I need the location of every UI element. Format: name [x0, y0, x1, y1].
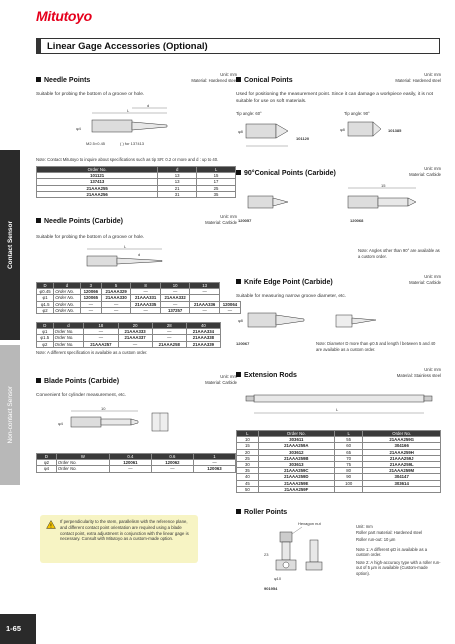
dim-label: φ4 — [76, 126, 81, 131]
section-desc: Suitable for probing the bottom of a groove or hole. — [36, 92, 145, 97]
needle-points-note: Note: Contact Mitutoyo to inquire about specifications such as tip SR: 0.2 or more and d : up to 40. — [36, 157, 219, 162]
table-cell: 17 — [197, 179, 236, 185]
table-cell: φ2 — [37, 460, 57, 466]
table-cell: 21AAA259J — [363, 455, 441, 461]
side-tab-label: Non-contact Sensor — [6, 386, 14, 444]
unit-label — [205, 374, 237, 385]
table-cell: 45 — [237, 480, 259, 486]
roller-point-drawing — [262, 520, 362, 595]
table-cell: — — [152, 329, 186, 335]
page-number: 1-65 — [6, 624, 22, 633]
table-cell: — — [109, 466, 151, 472]
table-header: 20 — [118, 323, 152, 329]
dim-label: φ8 — [238, 318, 243, 323]
table-cell: — — [101, 301, 131, 307]
table-header: 0.4 — [109, 454, 151, 460]
table-cell: — — [80, 301, 101, 307]
material-text: Material: Stainless steel — [396, 372, 441, 378]
unit-label — [395, 72, 441, 83]
material-text: Material: Carbide — [205, 379, 237, 385]
blade-points-table — [36, 453, 236, 473]
table-header: d — [54, 283, 81, 289]
table-cell: φ1.5 — [37, 335, 54, 341]
unit-label — [191, 72, 237, 83]
unit-text: Unit: mm — [424, 72, 441, 77]
knife-edge-note: Note: Diameter D more than φ0.5 and length l between 5 and 40 are available as a custom order. — [316, 341, 436, 352]
section-title-conical-carbide: 90°Conical Points (Carbide) — [236, 170, 336, 177]
table-cell: — — [80, 307, 101, 313]
table-row — [37, 466, 236, 472]
table-row — [237, 486, 441, 492]
runout-text: Roller run-out: 10 µm — [356, 537, 396, 542]
table-cell: φ1 — [37, 329, 54, 335]
table-header: 10 — [160, 283, 190, 289]
table-cell: 21AAA338 — [186, 335, 220, 341]
unit-text: Unit: mm — [220, 214, 237, 219]
table-row — [37, 191, 236, 197]
table-cell: 21AAA330 — [101, 295, 131, 301]
table-cell: 303613 — [258, 462, 334, 468]
table-cell: 21AAA334 — [186, 329, 220, 335]
table-cell: 100 — [335, 480, 363, 486]
table-cell: 120061 — [109, 460, 151, 466]
table-header: W — [56, 454, 109, 460]
unit-label — [409, 274, 441, 285]
unit-text: Unit: mm — [356, 524, 373, 529]
table-cell: 303611 — [258, 437, 334, 443]
dim-label: d — [147, 103, 150, 108]
roller-note-1: Note 1: A different φD is available as a custom order. — [356, 546, 428, 557]
extension-rod-drawing — [236, 383, 441, 423]
table-cell: 15 — [237, 443, 259, 449]
table-cell: 90 — [335, 474, 363, 480]
order-number: 101385 — [388, 128, 402, 133]
table-cell: 21AAA259F — [258, 486, 334, 492]
order-number: 120068 — [350, 218, 364, 223]
table-cell: 21AAA331 — [131, 295, 161, 301]
table-header: 28 — [152, 323, 186, 329]
table-cell: 30 — [237, 462, 259, 468]
table-cell: φ2 — [37, 307, 54, 313]
table-cell: 60 — [335, 443, 363, 449]
order-number: 901954 — [264, 586, 278, 591]
table-cell: 120065 — [80, 295, 101, 301]
table-cell: 21AAA259L — [363, 462, 441, 468]
table-cell: 40 — [237, 474, 259, 480]
table-cell: 21AAA259A — [258, 443, 334, 449]
table-cell: — — [219, 307, 240, 313]
table-header: D — [37, 283, 54, 289]
table-header: 1 — [193, 454, 235, 460]
table-cell: 21AAA339 — [186, 341, 220, 347]
unit-text: Unit: mm — [424, 367, 441, 372]
table-cell: 55 — [335, 437, 363, 443]
dim-label: φ8 — [340, 127, 345, 132]
table-header: 0.6 — [151, 454, 193, 460]
table-cell: — — [160, 301, 190, 307]
extension-rods-table — [236, 430, 441, 493]
table-header: d — [158, 167, 197, 173]
table-header: 3 — [80, 283, 101, 289]
table-cell: 21AAA259M — [363, 468, 441, 474]
table-cell: 21AAA335 — [131, 301, 161, 307]
table-cell: 21AAA259B — [258, 455, 334, 461]
unit-label — [397, 367, 441, 378]
table-cell: 137413 — [37, 179, 158, 185]
table-header: 8 — [131, 283, 161, 289]
section-title-needle-points: Needle Points — [36, 77, 90, 84]
table-header: D — [37, 454, 57, 460]
table-cell: φ1.5 — [37, 301, 54, 307]
table-cell: 31 — [158, 191, 197, 197]
material-text: Roller part material: Hardened steel — [356, 529, 423, 535]
table-header: L — [335, 431, 363, 437]
section-title-roller-points: Roller Points — [236, 509, 287, 516]
table-cell: — — [84, 335, 118, 341]
table-cell: 120063 — [193, 466, 235, 472]
table-header: D — [37, 323, 54, 329]
table-cell: 21AAA257 — [84, 341, 118, 347]
tip-angle-label: Tip angle: 60° — [236, 111, 262, 116]
table-cell: 304147 — [363, 474, 441, 480]
table-cell: — — [190, 307, 220, 313]
table-cell: 21AAA256 — [37, 191, 158, 197]
table-cell: 304166 — [363, 443, 441, 449]
material-text: Material: Carbide — [205, 219, 237, 225]
dim-label: 15 — [381, 183, 386, 188]
needle-carbide-note: Note: A different specification is available as a custom order. — [36, 350, 148, 355]
table-row — [37, 335, 221, 341]
table-cell: — — [193, 460, 235, 466]
table-header: 13 — [190, 283, 220, 289]
table-cell: 21AAA259D — [258, 474, 334, 480]
section-title-extension-rods: Extension Rods — [236, 372, 297, 379]
tip-angle-label: Tip angle: 90° — [344, 111, 370, 116]
table-cell: 120066 — [80, 289, 101, 295]
table-row — [37, 341, 221, 347]
table-cell: 10 — [237, 437, 259, 443]
section-title-conical-points: Conical Points — [236, 77, 293, 84]
table-header: 18 — [84, 323, 118, 329]
right-column — [236, 0, 441, 644]
unit-text: Unit: mm — [220, 72, 237, 77]
table-cell: — — [131, 307, 161, 313]
section-title-knife-edge: Knife Edge Point (Carbide) — [236, 279, 333, 286]
needle-point-drawing — [72, 103, 202, 153]
table-cell: 70 — [335, 455, 363, 461]
table-cell: 80 — [335, 468, 363, 474]
section-desc: Convenient for cylinder measurement, etc. — [36, 393, 127, 398]
table-cell: 75 — [335, 462, 363, 468]
dim-label: φ10 — [274, 576, 282, 581]
table-cell: 15 — [197, 173, 236, 179]
table-cell: — — [152, 335, 186, 341]
table-cell: 21AAA329 — [101, 289, 131, 295]
roller-note-2: Note 2: A high-accuracy type with a roller run-out of 5 µm is available (Custom-made option). — [356, 559, 441, 576]
table-row — [37, 307, 241, 313]
table-cell: 50 — [237, 486, 259, 492]
table-cell: 21AAA332 — [160, 295, 190, 301]
table-cell: Order No. — [54, 307, 81, 313]
table-row — [37, 301, 241, 307]
dim-label: M2.5×0.45 — [86, 141, 106, 146]
side-tab-noncontact-sensor — [0, 345, 20, 485]
needle-points-table — [36, 166, 236, 198]
table-cell: 65 — [335, 449, 363, 455]
unit-text: Unit: mm — [424, 274, 441, 279]
unit-label — [409, 166, 441, 177]
table-cell: φ4 — [37, 466, 57, 472]
needle-carbide-table-2 — [36, 322, 221, 348]
conical-carbide-note: Note: Angles other than 90° are available as a custom order. — [358, 248, 440, 259]
table-cell: Order No. — [56, 460, 109, 466]
table-cell: φ0.45 — [37, 289, 54, 295]
table-cell: 21AAA259H — [363, 449, 441, 455]
table-cell: — — [84, 329, 118, 335]
table-cell: Order No. — [54, 301, 81, 307]
side-tab-contact-sensor — [0, 150, 20, 340]
dim-label: Hexagon nut — [298, 521, 321, 526]
unit-label — [205, 214, 237, 225]
table-header: L — [197, 167, 236, 173]
side-tab-label: Contact Sensor — [6, 220, 14, 270]
table-cell: — — [190, 289, 220, 295]
table-header: L — [237, 431, 259, 437]
table-cell: 25 — [237, 455, 259, 461]
dim-label: 10 — [101, 406, 106, 411]
table-cell: — — [101, 307, 131, 313]
table-cell: 35 — [237, 468, 259, 474]
section-desc: Used for positioning the measurement point. Since it can damage a workpiece easily, it is not suitable for use on soft materials. — [236, 92, 433, 104]
material-text: Material: Carbide — [409, 279, 441, 285]
table-cell: 13 — [158, 173, 197, 179]
brand-logo: Mitutoyo — [36, 8, 92, 24]
table-header: Order No. — [37, 167, 158, 173]
table-header: 5 — [101, 283, 131, 289]
dim-label: L — [127, 108, 130, 113]
table-cell: 21AAA259C — [258, 468, 334, 474]
table-cell: 20 — [237, 449, 259, 455]
dim-label: φ4 — [58, 421, 63, 426]
table-cell: — — [131, 289, 161, 295]
caution-text: If perpendicularity to the stem, parallelism with the reference plane, and different contact point orientation are required using a blade contact point, extra adjustment in conjunction with the linear gage is necessary. Consult with Mitutoyo as a custom-made option. — [60, 519, 189, 542]
table-cell: Order No. — [54, 295, 81, 301]
order-number: 120067 — [236, 341, 250, 346]
section-desc: Suitable for measuring narrow groove diameter, etc. — [236, 294, 347, 299]
table-cell: 303614 — [363, 480, 441, 486]
material-text: Material: Hardened steel — [191, 77, 237, 83]
table-cell: — — [118, 341, 152, 347]
svg-text:!: ! — [50, 523, 52, 529]
dim-label: d — [138, 252, 141, 257]
dim-label: L — [124, 244, 127, 249]
dim-label: ( ) for 137413 — [120, 141, 145, 146]
table-cell: 25 — [197, 185, 236, 191]
section-title-needle-points-carbide: Needle Points (Carbide) — [36, 218, 123, 225]
table-cell: 21AAA259E — [258, 480, 334, 486]
needle-carbide-drawing — [72, 246, 202, 276]
table-cell: Order No. — [53, 329, 84, 335]
conical-carbide-drawing — [236, 182, 441, 232]
table-cell: φ1 — [37, 295, 54, 301]
table-cell: 21AAA258 — [152, 341, 186, 347]
table-cell: Order No. — [56, 466, 109, 472]
table-row — [37, 329, 221, 335]
table-cell — [335, 486, 363, 492]
table-header: 40 — [186, 323, 220, 329]
material-text: Material: Carbide — [409, 171, 441, 177]
section-desc: Suitable for probing the bottom of a groove or hole. — [36, 235, 145, 240]
conical-points-drawing — [236, 118, 441, 153]
unit-text: Unit: mm — [424, 166, 441, 171]
dim-label: φ8 — [238, 129, 243, 134]
table-cell: 120062 — [151, 460, 193, 466]
table-cell: 21AAA255 — [37, 185, 158, 191]
table-cell: 137257 — [160, 307, 190, 313]
order-number: 101120 — [296, 136, 310, 141]
dim-label: L — [336, 407, 339, 412]
table-cell: 21 — [158, 185, 197, 191]
table-cell: φ2 — [37, 341, 54, 347]
warning-icon — [46, 520, 56, 529]
section-title-blade-points: Blade Points (Carbide) — [36, 378, 119, 385]
roller-points-specs — [356, 524, 441, 576]
page-number-box — [0, 614, 36, 644]
order-number: 120057 — [238, 218, 252, 223]
table-cell: 21AAA336 — [190, 301, 220, 307]
table-cell: 101121 — [37, 173, 158, 179]
table-header: d — [53, 323, 84, 329]
table-cell: Order No. — [53, 341, 84, 347]
dim-label: 23 — [264, 552, 269, 557]
table-cell: 120064 — [219, 301, 240, 307]
table-cell: — — [151, 466, 193, 472]
table-cell: 21AAA337 — [118, 335, 152, 341]
table-header: Order No. — [363, 431, 441, 437]
table-cell: Order No. — [54, 289, 81, 295]
page-title: Linear Gage Accessories (Optional) — [47, 41, 208, 52]
table-cell: 21AAA259G — [363, 437, 441, 443]
table-cell: 303612 — [258, 449, 334, 455]
table-cell — [363, 486, 441, 492]
blade-point-drawing — [56, 405, 206, 445]
table-cell: 35 — [197, 191, 236, 197]
table-header: Order No. — [258, 431, 334, 437]
table-cell: 13 — [158, 179, 197, 185]
material-text: Material: Hardened steel — [395, 77, 441, 83]
table-cell: 21AAA333 — [118, 329, 152, 335]
table-cell: — — [160, 289, 190, 295]
caution-box — [40, 515, 198, 563]
table-cell: Order No. — [53, 335, 84, 341]
needle-carbide-table-1 — [36, 282, 241, 314]
unit-text: Unit: mm — [220, 374, 237, 379]
